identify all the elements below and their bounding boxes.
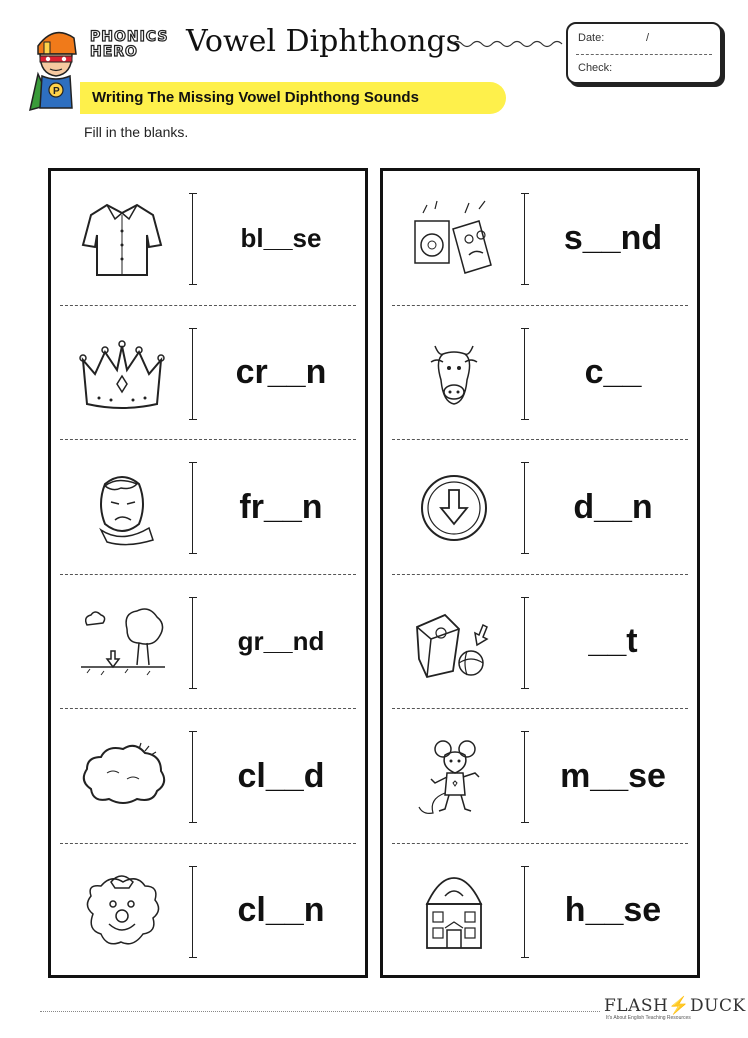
mouse-icon xyxy=(409,733,499,821)
ground-icon xyxy=(77,599,167,687)
divider-bracket xyxy=(189,866,197,958)
divider-bracket xyxy=(189,193,197,285)
blank-word[interactable]: cl__n xyxy=(237,891,325,930)
out-icon xyxy=(409,599,499,687)
date-label: Date: xyxy=(578,32,605,44)
left-worksheet-panel xyxy=(48,168,368,978)
phonics-hero-mascot-icon xyxy=(28,24,84,112)
divider-bracket xyxy=(521,731,529,823)
logo-part1: FLASH xyxy=(604,996,669,1016)
blank-word[interactable]: s__nd xyxy=(563,218,663,257)
clown-icon xyxy=(77,868,167,956)
worksheet-row xyxy=(383,171,697,306)
sound-icon xyxy=(409,195,499,283)
lightning-icon: ⚡ xyxy=(668,996,691,1016)
worksheet-row xyxy=(51,575,365,710)
worksheet-row xyxy=(383,709,697,844)
divider-bracket xyxy=(189,462,197,554)
divider-bracket xyxy=(521,193,529,285)
worksheet-row xyxy=(51,306,365,441)
blank-word[interactable]: h__se xyxy=(564,891,662,930)
worksheet-row xyxy=(383,440,697,575)
logo-part2: DUCK xyxy=(690,996,746,1016)
blank-word[interactable]: cr__n xyxy=(235,353,327,392)
worksheet-row xyxy=(51,440,365,575)
logo-tagline: It's About English Teaching Resources xyxy=(606,1015,691,1021)
blank-word[interactable]: gr__nd xyxy=(237,626,325,657)
worksheet-row xyxy=(383,575,697,710)
worksheet-row xyxy=(383,844,697,979)
svg-text:P: P xyxy=(53,86,60,97)
blank-word[interactable]: cl__d xyxy=(237,756,325,795)
blank-word[interactable]: __t xyxy=(588,622,638,661)
worksheet-row xyxy=(51,709,365,844)
footer-divider xyxy=(40,1011,600,1012)
blank-word[interactable]: d__n xyxy=(573,487,653,526)
squiggle-decoration xyxy=(452,38,564,50)
date-slash: / xyxy=(646,32,650,44)
blank-word[interactable]: fr__n xyxy=(239,487,323,526)
subtitle-text: Writing The Missing Vowel Diphthong Sounds xyxy=(92,89,419,106)
date-divider xyxy=(576,54,712,55)
down-icon xyxy=(409,464,499,552)
divider-bracket xyxy=(521,328,529,420)
brand-line2: HERO xyxy=(90,44,138,60)
divider-bracket xyxy=(521,462,529,554)
cloud-icon xyxy=(77,733,167,821)
worksheet-row xyxy=(51,171,365,306)
instruction-text: Fill in the blanks. xyxy=(84,124,189,140)
brand-logo-text xyxy=(90,29,169,60)
cow-icon xyxy=(409,330,499,418)
flashduck-logo xyxy=(604,996,746,1024)
divider-bracket xyxy=(189,731,197,823)
check-label: Check: xyxy=(578,62,613,74)
logo-wordmark xyxy=(604,996,746,1016)
blank-word[interactable]: bl__se xyxy=(240,222,322,253)
blank-word[interactable]: m__se xyxy=(560,756,666,795)
house-icon xyxy=(409,868,499,956)
frown-icon xyxy=(77,464,167,552)
brand-line1: PHONICS xyxy=(90,29,169,45)
divider-bracket xyxy=(189,328,197,420)
crown-icon xyxy=(77,330,167,418)
subtitle-banner xyxy=(80,82,506,114)
blouse-icon xyxy=(77,195,167,283)
worksheet-row xyxy=(383,306,697,441)
divider-bracket xyxy=(521,866,529,958)
date-check-box xyxy=(566,22,722,84)
right-worksheet-panel xyxy=(380,168,700,978)
worksheet-row xyxy=(51,844,365,979)
divider-bracket xyxy=(189,597,197,689)
page-title: Vowel Diphthongs xyxy=(186,24,462,59)
blank-word[interactable]: c__ xyxy=(584,353,642,392)
divider-bracket xyxy=(521,597,529,689)
